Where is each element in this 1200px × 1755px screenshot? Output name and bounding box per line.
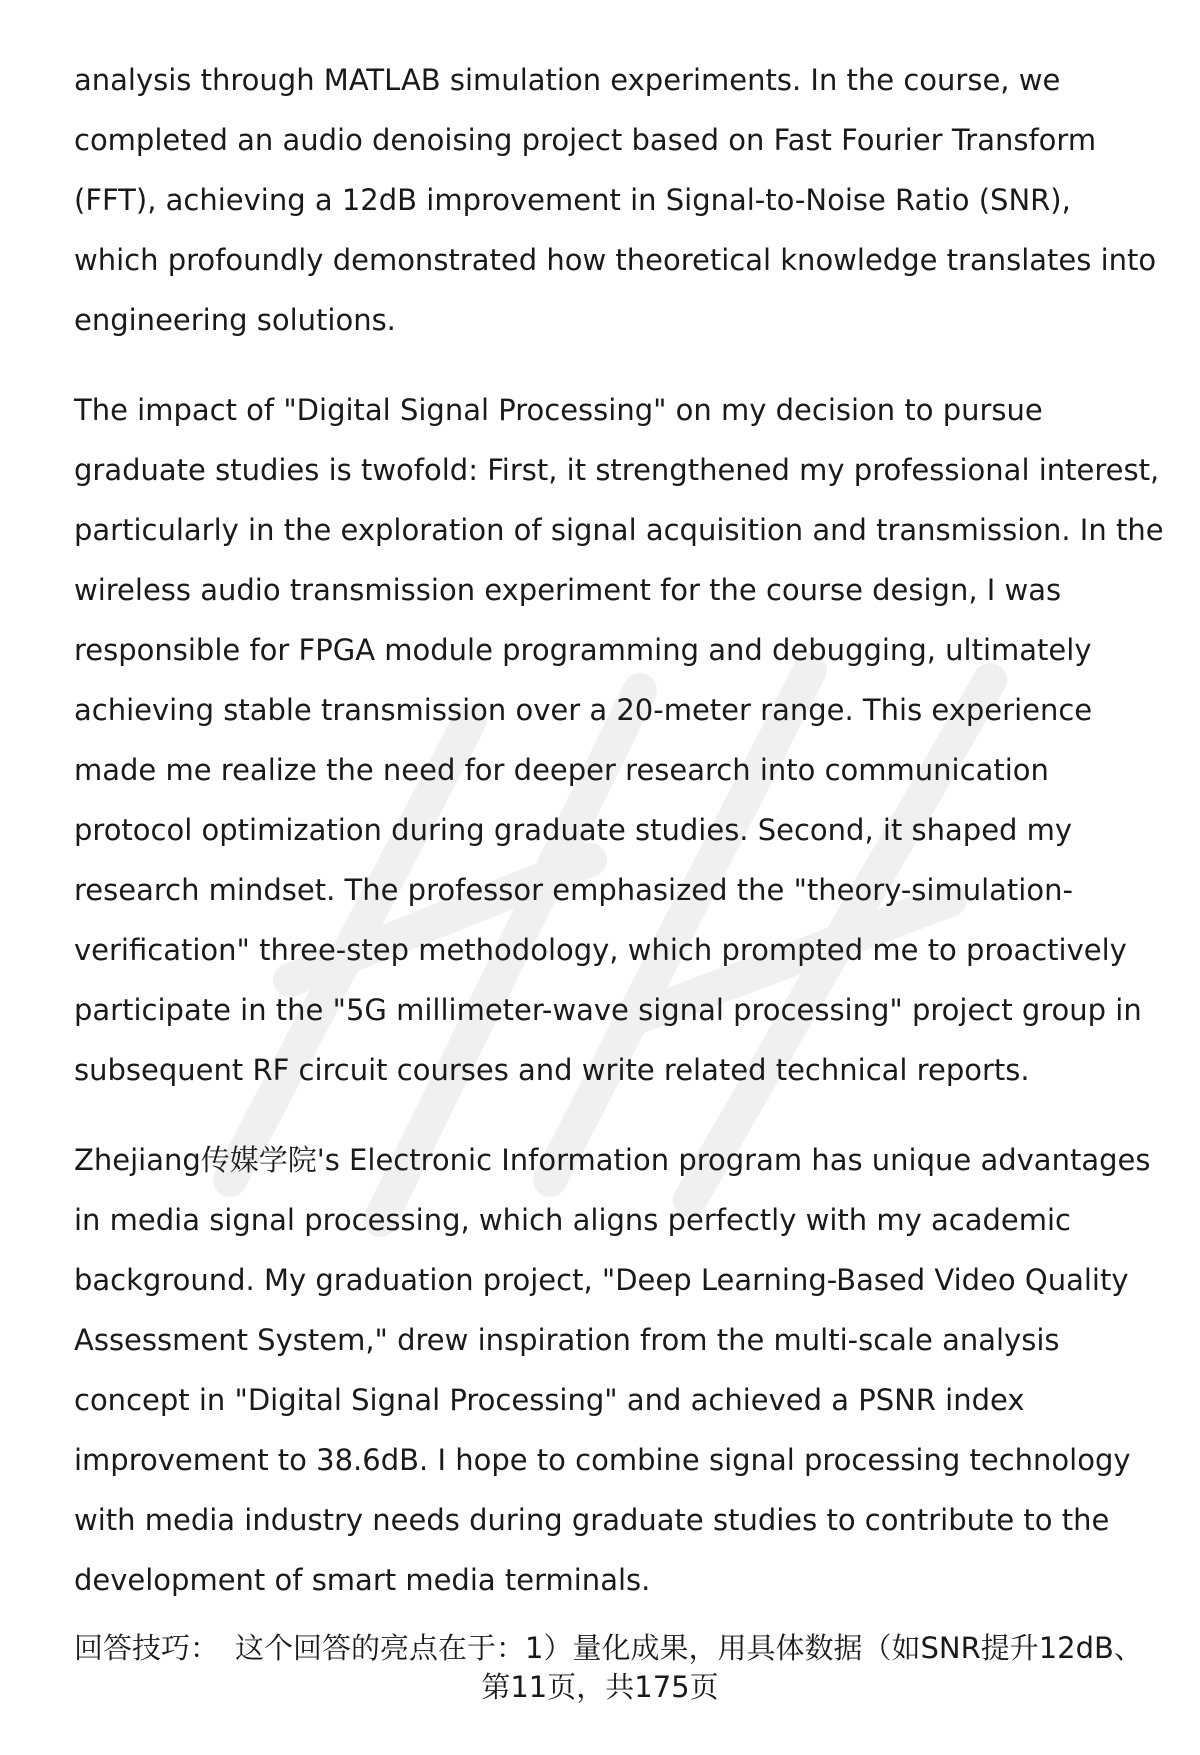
paragraph-3: Zhejiang传媒学院's Electronic Information program has unique advantages in media signal processing, which aligns perfectly with my academic background. My graduation project, "Deep Learning-Based Video Quality Assessment System," drew inspiration from the multi-scale analysis concept in "Digital Signal Processing" and achieved a PSNR index improvement to 38.6dB. I hope to combine signal processing technology with media industry needs during graduate studies to contribute to the development of smart media terminals. (74, 1143, 1151, 1597)
tip-text: 这个回答的亮点在于：1）量化成果，用具体数据（如SNR提升12dB、 (235, 1631, 1143, 1665)
paragraph-2: The impact of "Digital Signal Processing" on my decision to pursue graduate studies is twofold: First, it strengthened my professional interest, particularly in the exploration of signal acquisition and transmission. In the wireless audio transmission experiment for the course design, I was responsible for FPGA module programming and debugging, ultimately achieving stable transmission over a 20-meter range. This experience made me realize the need for deeper research into communication protocol optimization during graduate studies. Second, it shaped my research mindset. The professor emphasized the "theory-simulation-verification" three-step methodology, which prompted me to proactively participate in the "5G millimeter-wave signal processing" project group in subsequent RF circuit courses and write related technical reports. (74, 393, 1164, 1087)
paragraph-1: analysis through MATLAB simulation experiments. In the course, we completed an audio denoising project based on Fast Fourier Transform (FFT), achieving a 12dB improvement in Signal-to-Noise Ratio (SNR), which profoundly demonstrated how theoretical knowledge translates into engineering solutions. (74, 63, 1157, 337)
document-body (74, 50, 1164, 1640)
tip-label: 回答技巧： (74, 1631, 220, 1665)
page-number-footer: 第11页，共175页 (481, 1670, 719, 1704)
answer-tip (74, 1628, 1164, 1668)
